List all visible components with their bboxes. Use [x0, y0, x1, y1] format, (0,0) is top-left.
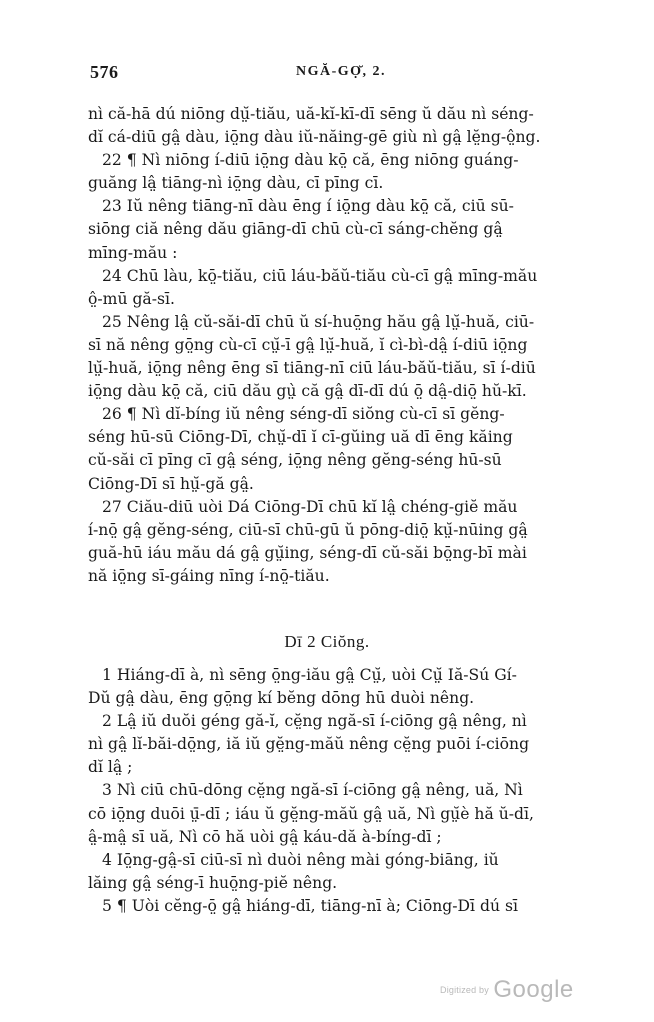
digitized-by-label: Digitized by [440, 985, 489, 995]
text-line: Ciōng-Dī sī hṳ̆-gă gâ̤. [88, 474, 254, 493]
text-line: siōng ciă nêng dău giāng-dī chū cù-cī sáng-chĕng gâ̤ [88, 220, 503, 239]
text-line: mīng-mău : [88, 243, 178, 262]
text-line: Dŭ gâ̤ dàu, ēng gō̤ng kí bĕng dōng hū duòi nêng. [88, 689, 475, 708]
text-line: í-nō̤ gâ̤ gĕng-séng, ciū-sī chū-gū ŭ pōng-diō̤ kṳ̆-nūing gâ̤ [88, 520, 528, 539]
text-line: â̤-mâ̤ sī uă, Nì cō hă uòi gâ̤ káu-dă à-bíng-dī ; [88, 827, 442, 846]
verse-25-start: 25 Nêng lâ̤ cŭ-săi-dī chū ŭ sí-huō̤ng hău gâ̤ lṳ̆-huă, ciū- [102, 312, 535, 331]
chapter-title: Dī 2 Ciŏng. [284, 632, 370, 651]
text-line: guăng lâ̤ tiāng-nì iō̤ng dàu, cī pīng cī. [88, 174, 384, 193]
chapter-2-text [88, 664, 584, 918]
text-line: nă iō̤ng sī-gáing nīng í-nō̤-tiău. [88, 566, 330, 585]
text-line: séng hū-sū Ciōng-Dī, chṳ̆-dī ĭ cī-gŭing uă dī ēng kăing [88, 428, 513, 447]
verse-3-start: 3 Nì ciū chū-dōng cĕ̤ng ngă-sī í-ciōng gâ̤ nêng, uă, Nì [102, 781, 523, 800]
verse-22-start: 22 ¶ Nì niōng í-diū iō̤ng dàu kō̤ că, ēng niōng guáng- [102, 151, 519, 170]
verse-2-start: 2 Lâ̤ iŭ duŏi géng gă-ĭ, cĕ̤ng ngă-sī í-ciōng gâ̤ nêng, nì [102, 712, 527, 731]
text-line: lăing gâ̤ séng-ī huō̤ng-piĕ nêng. [88, 873, 338, 892]
verse-26-start: 26 ¶ Nì dĭ-bíng iŭ nêng séng-dī siŏng cù-cī sī gĕng- [102, 405, 505, 424]
text-line: iō̤ng dàu kō̤ că, ciū dău gṳ̀ că gâ̤ dī-dī dú ō̤ dâ̤-diō̤ hŭ-kī. [88, 382, 527, 401]
text-line: lṳ̆-huă, iō̤ng nêng ēng sī tiāng-nī ciū láu-băŭ-tiău, sī í-diū [88, 359, 536, 378]
verse-24-start: 24 Chū làu, kō̤-tiău, ciū láu-băŭ-tiău cù-cī gâ̤ mīng-mău [102, 266, 538, 285]
text-line: dĭ cá-diū gâ̤ dàu, iō̤ng dàu iŭ-năing-gē giù nì gâ̤ lĕ̤ng-ô̤ng. [88, 128, 541, 147]
text-line: dĭ lâ̤ ; [88, 758, 133, 777]
verse-23-start: 23 Iŭ nêng tiāng-nī dàu ēng í iō̤ng dàu kō̤ că, ciū sū- [102, 197, 514, 216]
text-line: guă-hū iáu mău dá gâ̤ gṳ̆ing, séng-dī cŭ-săi bō̤ng-bī mài [88, 543, 527, 562]
verse-1-start: 1 Hiáng-dī à, nì sēng ō̤ng-iău gâ̤ Cṳ̆, uòi Cṳ̆ Iă-Sú Gí- [102, 666, 517, 684]
digitized-by-google-watermark [440, 976, 574, 1004]
text-line: nì că-hā dú niōng dṳ̆-tiău, uă-kĭ-kī-dī sēng ŭ dău nì séng- [88, 105, 534, 123]
text-line: sī nă nêng gō̤ng cù-cī cṳ̆-ī gâ̤ lṳ̆-huă, ĭ cì-bì-dâ̤ í-diū iō̤ng [88, 335, 528, 354]
text-line: cŭ-săi cī pīng cī gâ̤ séng, iō̤ng nêng gĕng-séng hū-sū [88, 451, 502, 470]
verse-27-start: 27 Ciău-diū uòi Dá Ciōng-Dī chū kĭ lâ̤ chéng-giĕ mău [102, 497, 518, 516]
google-logo: Google [493, 976, 574, 1003]
verse-5-start: 5 ¶ Uòi cĕng-ō̤ gâ̤ hiáng-dī, tiāng-nī à; Ciōng-Dī dú sī [102, 896, 518, 915]
text-line: ô̤-mū gă-sī. [88, 289, 175, 308]
running-head: NGĂ-GỌ̆, 2. [296, 64, 387, 79]
verse-4-start: 4 Iō̤ng-gâ̤-sī ciū-sī nì duòi nêng mài góng-biāng, iŭ [102, 850, 499, 869]
chapter-1-text [88, 103, 584, 588]
text-line: cō iō̤ng duōi ṳ̄-dī ; iáu ŭ gĕ̤ng-măŭ gâ̤ uă, Nì gṳ̆è hă ŭ-dī, [88, 804, 534, 823]
page-number: 576 [90, 62, 119, 82]
text-line: nì gâ̤ lĭ-băi-dō̤ng, iă iŭ gĕ̤ng-măŭ nêng cĕ̤ng puōi í-ciōng [88, 735, 530, 754]
